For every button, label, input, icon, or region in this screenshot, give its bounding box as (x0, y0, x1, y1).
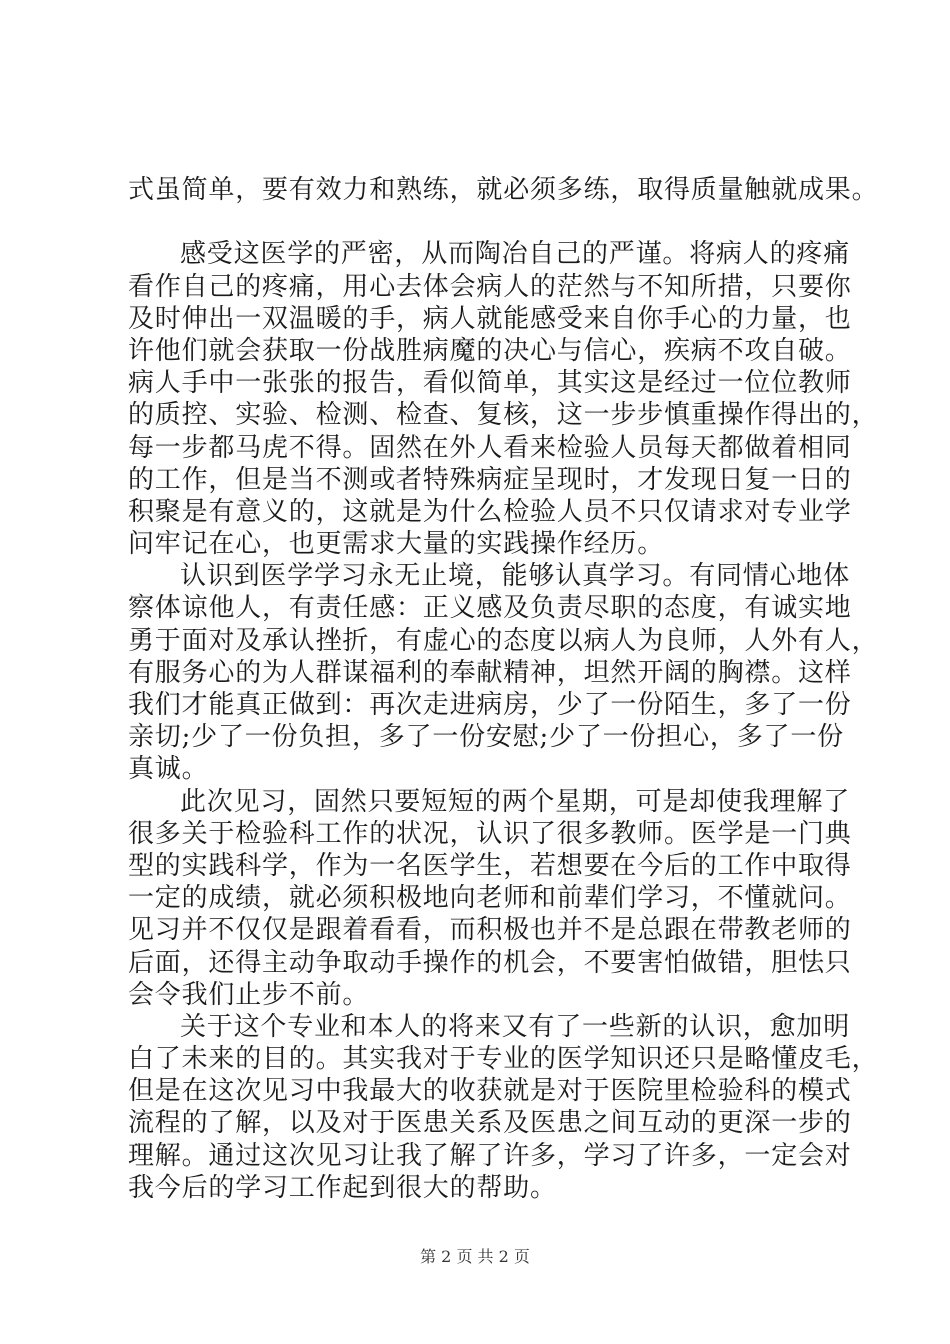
text-line: 积聚是有意义的，这就是为什么检验人员不只仅请求对专业学 (128, 496, 852, 527)
text-line: 及时伸出一双温暖的手，病人就能感受来自你手心的力量，也 (128, 303, 852, 334)
text-line: 见习并不仅仅是跟着看看，而积极也并不是总跟在带教老师的 (128, 915, 852, 946)
text-line: 我今后的学习工作起到很大的帮助。 (128, 1172, 557, 1203)
text-line: 此次见习，固然只要短短的两个星期，可是却使我理解了 (180, 786, 851, 817)
text-line: 真诚。 (128, 754, 209, 785)
text-line: 感受这医学的严密，从而陶冶自己的严谨。将病人的疼痛 (180, 239, 851, 270)
text-line: 问牢记在心，也更需求大量的实践操作经历。 (128, 529, 665, 560)
text-line: 每一步都马虎不得。固然在外人看来检验人员每天都做着相同 (128, 432, 852, 463)
text-line: 认识到医学学习永无止境，能够认真学习。有同情心地体 (180, 561, 851, 592)
document-body (128, 174, 879, 1204)
text-line: 式虽简单，要有效力和熟练，就必须多练，取得质量触就成果。 (128, 175, 879, 205)
text-line: 察体谅他人，有责任感：正义感及负责尽职的态度，有诚实地 (128, 593, 852, 624)
text-line: 后面，还得主动争取动手操作的机会，不要害怕做错，胆怯只 (128, 947, 852, 978)
text-line: 的质控、实验、检测、检查、复核，这一步步慎重操作得出的， (128, 400, 879, 431)
text-line: 型的实践科学，作为一名医学生，若想要在今后的工作中取得 (128, 850, 852, 881)
text-line: 的工作，但是当不测或者特殊病症呈现时，才发现日复一日的 (128, 464, 852, 495)
text-line: 一定的成绩，就必须积极地向老师和前辈们学习，不懂就问。 (128, 883, 852, 914)
text-line: 流程的了解，以及对于医患关系及医患之间互动的更深一步的 (128, 1108, 852, 1139)
page-footer: 第 2 页 共 2 页 (420, 1247, 530, 1266)
text-line: 勇于面对及承认挫折，有虚心的态度以病人为良师，人外有人， (128, 625, 879, 656)
text-line: 看作自己的疼痛，用心去体会病人的茫然与不知所措，只要你 (128, 271, 852, 302)
text-line: 但是在这次见习中我最大的收获就是对于医院里检验科的模式 (128, 1076, 852, 1107)
text-line: 关于这个专业和本人的将来又有了一些新的认识，愈加明 (180, 1011, 851, 1042)
text-line: 许他们就会获取一份战胜病魔的决心与信心，疾病不攻自破。 (128, 335, 852, 366)
text-line: 有服务心的为人群谋福利的奉献精神，坦然开阔的胸襟。这样 (128, 657, 852, 688)
text-line: 亲切;少了一份负担，多了一份安慰;少了一份担心，多了一份 (128, 722, 844, 753)
text-line: 很多关于检验科工作的状况，认识了很多教师。医学是一门典 (128, 818, 852, 849)
text-line: 病人手中一张张的报告，看似简单，其实这是经过一位位教师 (128, 368, 852, 399)
paragraph-gap (128, 206, 843, 238)
text-line: 白了未来的目的。其实我对于专业的医学知识还只是略懂皮毛， (128, 1044, 879, 1075)
text-line: 会令我们止步不前。 (128, 979, 370, 1010)
text-line: 理解。通过这次见习让我了解了许多，学习了许多，一定会对 (128, 1140, 852, 1171)
text-line: 我们才能真正做到：再次走进病房，少了一份陌生，多了一份 (128, 690, 852, 720)
